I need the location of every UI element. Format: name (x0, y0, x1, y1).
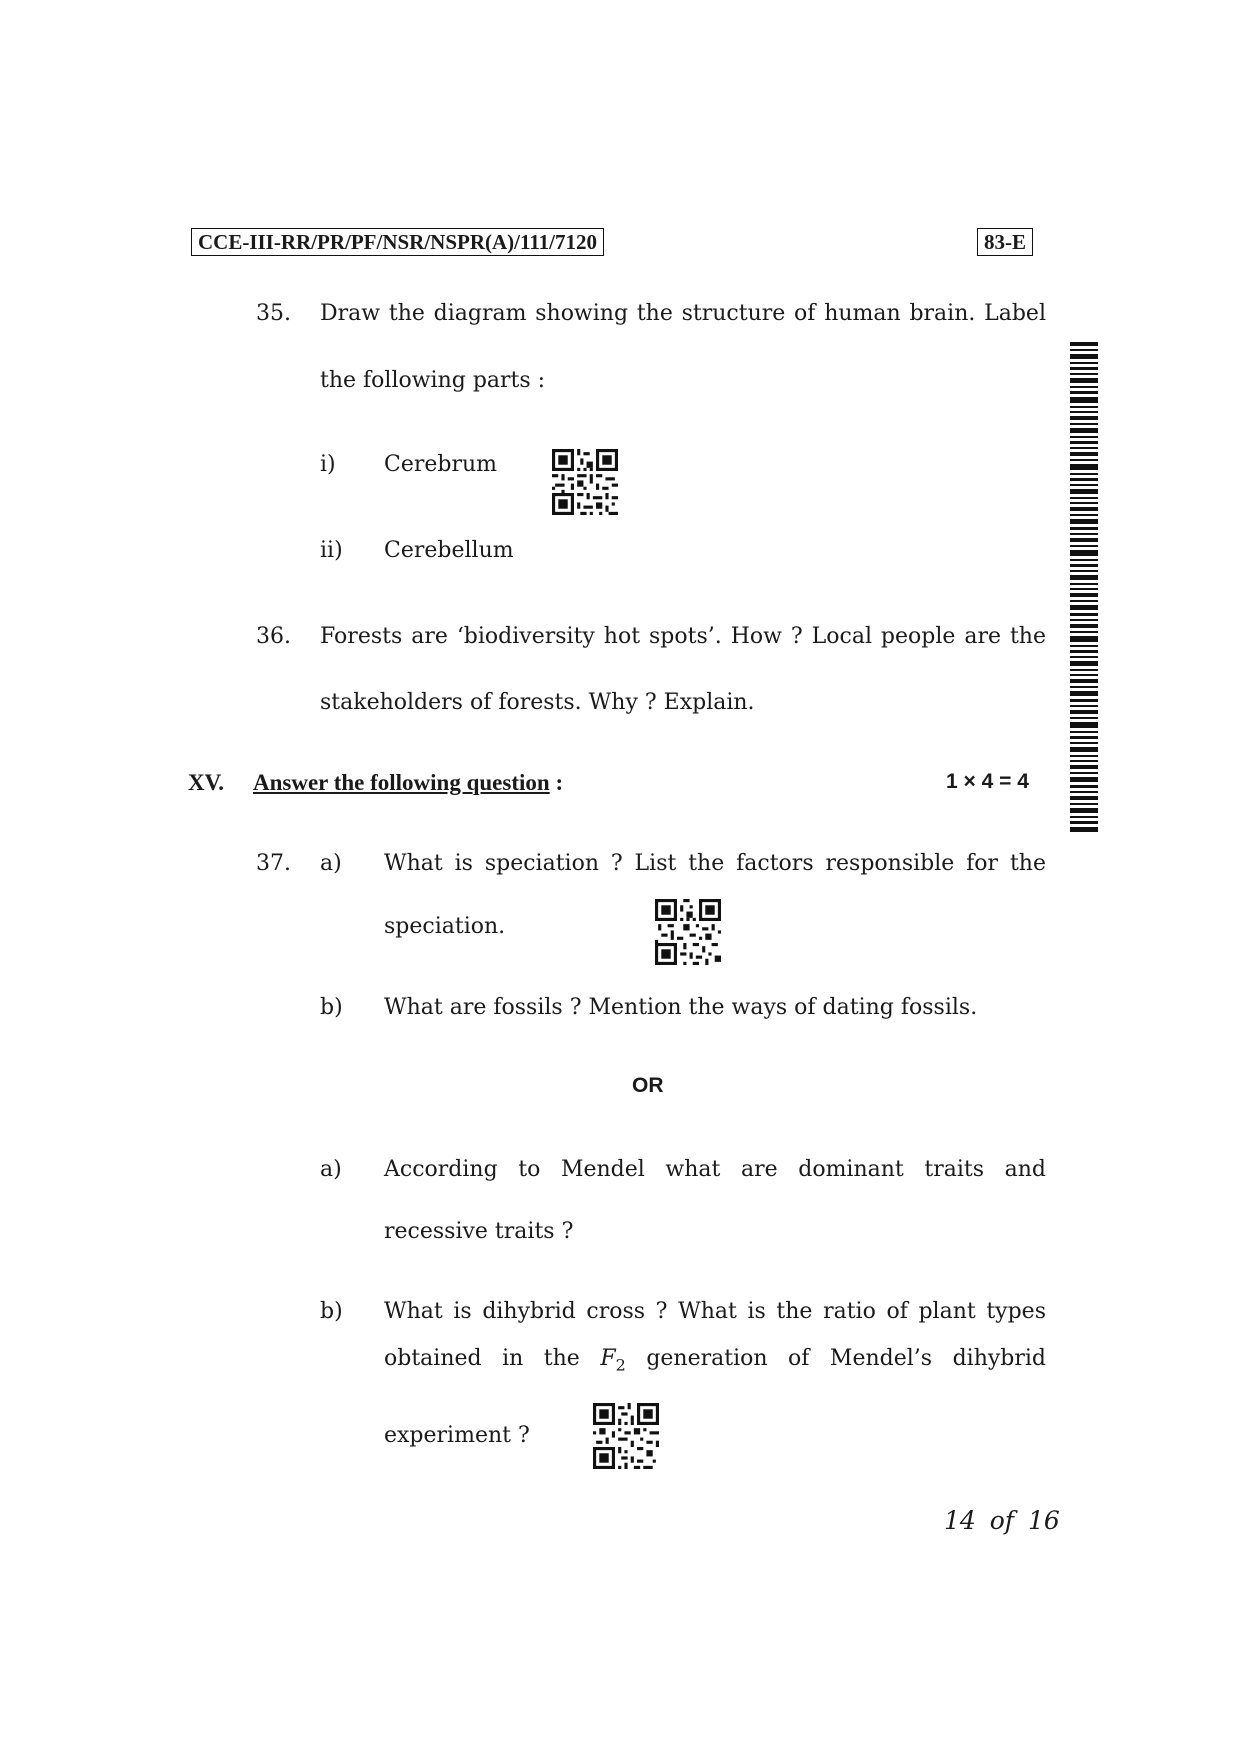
f2-symbol: $F_2$ (600, 1346, 626, 1375)
question-37a-label: a) (320, 851, 342, 876)
question-36-number: 36. (256, 624, 291, 649)
question-37a-line1: What is speciation ? List the factors responsible for the (384, 851, 1046, 876)
section-title-text: Answer the following question (253, 770, 550, 795)
language-code: 83-E (977, 228, 1033, 256)
or-separator: OR (632, 1074, 664, 1097)
question-37-alt-a-line2: recessive traits ? (384, 1219, 574, 1244)
question-37b-line1: What are fossils ? Mention the ways of dating fossils. (384, 995, 978, 1020)
question-37-alt-b-line3: experiment ? (384, 1423, 530, 1448)
question-37-alt-b-label: b) (320, 1299, 343, 1324)
section-title (253, 770, 563, 796)
section-marks: 1 × 4 = 4 (946, 770, 1029, 793)
question-35-number: 35. (256, 301, 291, 326)
question-37b-label: b) (320, 995, 343, 1020)
question-36-line2: stakeholders of forests. Why ? Explain. (320, 690, 755, 715)
section-title-colon: : (555, 770, 564, 795)
part-text-cerebellum: Cerebellum (384, 538, 514, 563)
qr-code-icon (655, 896, 721, 968)
page-number: 14 of 16 (944, 1506, 1060, 1535)
question-37-alt-a-line1: According to Mendel what are dominant traits and (384, 1157, 1046, 1182)
question-37-alt-a-label: a) (320, 1157, 342, 1182)
part-label-i: i) (320, 452, 336, 477)
qr-code-icon (593, 1400, 659, 1472)
question-35-line1: Draw the diagram showing the structure of human brain. Label (320, 301, 1046, 326)
section-number: XV. (188, 770, 225, 795)
part-text-cerebrum: Cerebrum (384, 452, 498, 477)
question-37a-line2: speciation. (384, 914, 506, 939)
question-37-alt-b-line1: What is dihybrid cross ? What is the ratio of plant types (384, 1299, 1046, 1324)
qr-code-icon (552, 446, 618, 518)
part-label-ii: ii) (320, 538, 343, 563)
question-37-alt-b-line2: obtained in the $F_2$ generation of Mendel’s dihybrid (384, 1346, 1047, 1375)
question-36-line1: Forests are ‘biodiversity hot spots’. How ? Local people are the (320, 624, 1046, 649)
barcode-icon (1070, 342, 1098, 832)
paper-code: CCE-III-RR/PR/PF/NSR/NSPR(A)/111/7120 (191, 228, 604, 256)
question-35-line2: the following parts : (320, 368, 546, 393)
question-37-number: 37. (256, 851, 291, 876)
